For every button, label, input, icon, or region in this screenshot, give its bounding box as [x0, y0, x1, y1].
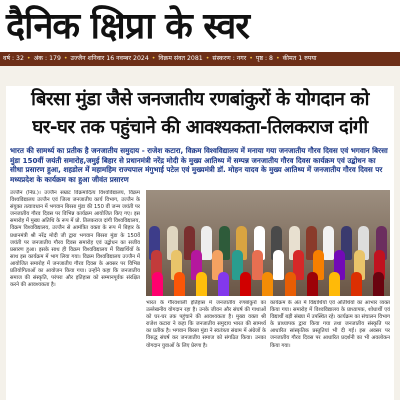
article-column-1: उज्जैन (निप्र.)। उज्जैन सम्राट विक्रमादित्य विश्वविद्यालय, विक्रम विश्वविद्यालय उज्जैन एवं जिला जनजातीय कार्य विभाग, उज्जैन के संयुक्त तत्वावधान में भगवान बिरसा मुंडा की 150 वीं जन्म जयंती पर जनजातीय गौरव दिवस पर विभिन्न कार्यक्रम आयोजित किए गए। इस समारोह में मुख्य अतिथि के रूप में प्रो. तिलकराज दांगी विश्वविद्यालय, विक्रम विश्वविद्यालय, उज्जैन से आमंत्रित वक्ता के रूप में बिहार के प्रधानमंत्री श्री नरेंद्र मोदी जी द्वारा भगवान बिरसा मुंडा के 150वें जयंती पर जनजातीय गौरव दिवस समारोह एवं उद्बोधन का सजीव प्रसारण हुआ। इसके साथ ही विक्रम विश्वविद्यालय में विद्यार्थियों के साथ इस कार्यक्रम में भाग लिया गया। विक्रम विश्वविद्यालय उज्जैन में आयोजित समारोह में जनजातीय गौरव दिवस के अवसर पर विभिन्न प्रतियोगिताओं का आयोजन किया गया। उन्होंने कहा कि जनजातीय समाज की संस्कृति, परंपरा और इतिहास को सम्मानपूर्वक संरक्षित करने की आवश्यकता है। [10, 190, 140, 289]
newspaper-title: दैनिक क्षिप्रा के स्वर [6, 5, 250, 47]
headline-line-1: बिरसा मुंडा जैसे जनजातीय रणबांकुरों के योगदान को [31, 89, 369, 110]
masthead [0, 0, 400, 52]
article-column-3: कार्यक्रम के अंत में विद्यार्थियों एवं अतिथियों का आभार व्यक्त किया गया। समारोह में विश्वविद्यालय के प्राध्यापक, शोधार्थी एवं विद्यार्थी बड़ी संख्या में उपस्थित रहे। कार्यक्रम का संचालन विभाग के प्राध्यापक द्वारा किया गया तथा जनजातीय संस्कृति पर आधारित सांस्कृतिक प्रस्तुतियां भी दी गईं। इस अवसर पर जनजातीय गौरव दिवस पर आधारित प्रदर्शनी का भी अवलोकन किया गया। [270, 300, 390, 349]
headline-line-2: घर-घर तक पहुंचाने की आवश्यकता-तिलकराज दांगी [32, 117, 368, 138]
event-photo [146, 190, 390, 296]
info-pages: पृष्ठ : 8 [255, 55, 273, 62]
info-price: कीमत 1 रुपया [282, 55, 317, 62]
info-issue: अंक : 179 [33, 55, 61, 62]
photo-row-front [146, 272, 390, 296]
article-column-2: भारत के गौरवशाली इतिहास में जनजातीय रणबांकुरों का उल्लेखनीय योगदान रहा है। उनके जीवन और संघर्ष की गाथाओं को घर-घर तक पहुंचाने की आवश्यकता है। मुख्य वक्ता श्री राजेश कटारा ने कहा कि जनजातीय समुदाय भारत की सामर्थ्य का प्रतीक है। भगवान बिरसा मुंडा ने स्वतंत्रता संग्राम में अंग्रेजों के विरुद्ध संघर्ष कर जनजातीय समाज को संगठित किया। उनका योगदान युवाओं के लिए प्रेरणा है। [146, 300, 266, 349]
article-headline [6, 86, 394, 146]
info-date: उज्जैन शनिवार 16 नवम्बर 2024 [70, 55, 149, 62]
info-edition: संस्करण : नगर [212, 55, 247, 62]
article-deck: भारत की सामर्थ्य का प्रतीक है जनजातीय समुदाय - राजेश कटारा, विक्रम विश्वविद्यालय में मनाया गया जनजातीय गौरव दिवस एवं भगवान बिरसा मुंडा 150वीं जयंती समारोह,जमुई बिहार से प्रधानमंत्री नरेंद्र मोदी के मुख्य आतिथ्य में सम्पन्न जनजातीय गौरव दिवस कार्यक्रम एवं उद्बोधन का सीधा प्रसारण हुआ, शहडोल में महामहिम राज्यपाल मंगुभाई पटेल एवं मुख्यमंत्री डॉ. मोहन यादव के मुख्य आतिथ्य में जनजातीय गौरव दिवस पर मध्यप्रदेश के कार्यक्रम का हुआ जीवंत प्रसारण [10, 146, 388, 184]
news-article [6, 86, 394, 400]
issue-info-bar: वर्ष : 32 • अंक : 179 • उज्जैन शनिवार 16 नवम्बर 2024 • विक्रम संवत 2081 • संस्करण : नगर • पृष्ठ : 8 • कीमत 1 रुपया [0, 52, 400, 66]
info-samvat: विक्रम संवत 2081 [158, 55, 203, 62]
info-volume: वर्ष : 32 [3, 55, 24, 62]
